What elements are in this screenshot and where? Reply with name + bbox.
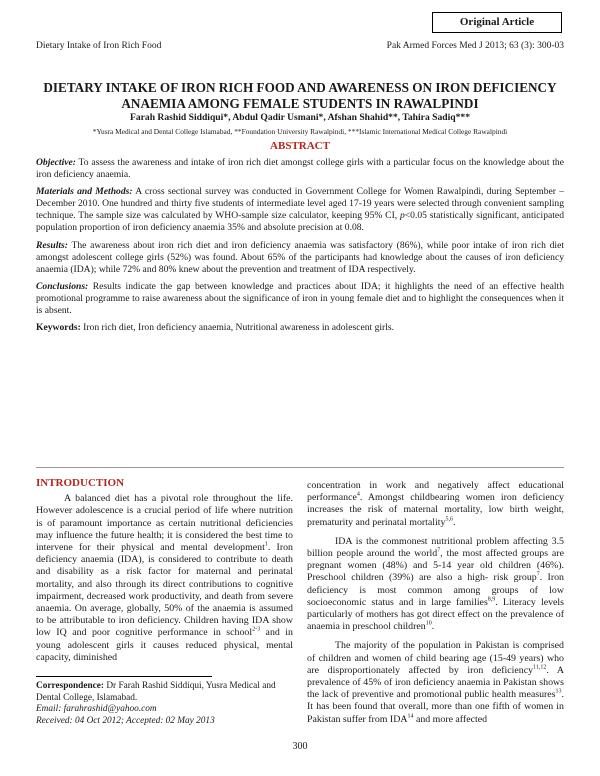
correspondence-footnote <box>36 681 293 728</box>
footnote-rule <box>36 676 212 677</box>
correspondence-text: Dr Farah Rashid Siddiqui, Yusra Medical and Dental College, Islamabad. <box>36 681 276 703</box>
correspondence-label: Correspondence: <box>36 681 104 691</box>
intro-p1-text-a: A balanced diet has a pivotal role throughout the life. However adolescence is a crucial period of life where nutrition is of paramount importance as certain nutritional deficiencies may influence the future health; it is considered the best time to intervene for their physical and mental development <box>36 493 293 554</box>
intro-p1-text-c: and in young adolescent girls it causes reduced physical, mental capacity, diminished <box>36 627 293 663</box>
citation-superscript: 10 <box>425 620 432 627</box>
intro-paragraph-2 <box>307 536 564 634</box>
intro-r3-text-b: . A prevalence of 45% of iron deficiency anaemia in Pakistan shows the lack of preventive and promotional public health measures <box>307 664 564 701</box>
intro-r2-text-d: . Literacy levels particularly of mothers has got direct effect on the prevalence of anaemia in preschool children <box>307 596 564 633</box>
intro-r2-text-e: . <box>431 621 435 633</box>
title-line-2: ANAEMIA AMONG FEMALE STUDENTS IN RAWALPINDI <box>121 96 479 111</box>
conclusions-label: Conclusions: <box>36 280 89 292</box>
authors: Farah Rashid Siddiqui*, Abdul Qadir Usmani*, Afshan Shahid**, Tahira Sadiq*** <box>129 112 470 123</box>
intro-paragraph-3 <box>307 640 564 725</box>
abstract-methods <box>36 186 564 234</box>
results-label: Results: <box>36 239 68 251</box>
abstract-conclusions <box>36 281 564 317</box>
introduction-heading: INTRODUCTION <box>36 477 125 489</box>
citation-superscript: 7 <box>536 572 540 579</box>
affiliations: *Yusra Medical and Dental College Islamabad, **Foundation University Rawalpindi, ***Islamic International Medical College Rawalpindi <box>92 127 508 136</box>
article-title <box>40 80 560 112</box>
intro-r1-text-b: . Amongst childbearing women iron deficiency increases the risk of maternal mortality, low birth weight, prematurity and perinatal mortality <box>307 492 564 528</box>
running-header-right: Pak Armed Forces Med J 2013; 63 (3): 300-03 <box>386 41 564 51</box>
abstract-keywords <box>36 322 564 334</box>
intro-r2-text-c: . Iron deficiency is most common among groups of low socioeconomic status and in large families <box>307 572 564 608</box>
citation-superscript: 5,6 <box>445 516 453 523</box>
abstract-results <box>36 240 564 276</box>
methods-text-a: A cross sectional survey was conducted in Government College for Women Rawalpindi, during September – December 2010. One hundred and thirty five students of intermediate level aged 17-19 years were selected through convenient sampling technique. The sample size was calculated by WHO-sample size calculator, keeping 95% CI, <box>36 186 565 222</box>
running-header-left: Dietary Intake of Iron Rich Food <box>36 41 162 51</box>
conclusions-text: Results indicate the gap between knowledge and practices about IDA; it highlights the need of an effective health promotional programme to raise awareness about the significance of iron in young female diet and to highlight the consequences when it is absent. <box>36 280 564 317</box>
abstract-objective <box>36 157 564 181</box>
citation-superscript: 4 <box>356 491 360 498</box>
right-column <box>307 480 564 733</box>
section-divider <box>36 467 564 468</box>
intro-r3-text-d: and more affected <box>413 713 488 725</box>
correspondence-line <box>36 681 293 704</box>
citation-superscript: 2-3 <box>252 627 261 634</box>
citation-superscript: 7 <box>437 547 441 554</box>
citation-superscript: 14 <box>407 713 414 720</box>
citation-superscript: 13 <box>555 688 562 695</box>
objective-label: Objective: <box>36 157 76 168</box>
intro-paragraph-continued <box>307 480 564 529</box>
intro-r2-text-a: IDA is the commonest nutritional problem affecting 3.5 billion people around the world <box>307 535 564 560</box>
left-column <box>36 477 293 671</box>
intro-r3-text-c: . It has been found that overall, more than one fifth of women in Pakistan suffer from IDA <box>307 689 564 725</box>
intro-r2-text-b: , the most affected groups are pregnant women (48%) and 5-14 year old children (46%). Preschool children (39%) are also a high- risk group <box>307 548 564 584</box>
received-accepted-dates: Received: 04 Oct 2012; Accepted: 02 May 2013 <box>36 716 215 727</box>
citation-superscript: 1 <box>264 541 268 548</box>
abstract-heading: ABSTRACT <box>270 140 330 152</box>
keywords-label: Keywords: <box>36 322 81 334</box>
methods-p-symbol: p <box>399 210 405 222</box>
title-line-1: DIETARY INTAKE OF IRON RICH FOOD AND AWARENESS ON IRON DEFICIENCY <box>43 80 557 95</box>
citation-superscript: 11,12 <box>533 664 547 671</box>
methods-label: Materials and Methods: <box>36 186 133 198</box>
intro-r1-text-c: . <box>452 516 456 528</box>
article-type-badge: Original Article <box>432 12 562 33</box>
objective-text: To assess the awareness and intake of iron rich diet amongst college girls with a particular focus on the knowledge about the iron deficiency anaemia. <box>36 157 564 181</box>
keywords-text: Iron rich diet, Iron deficiency anaemia, Nutritional awareness in adolescent girls. <box>80 322 395 334</box>
abstract-body <box>36 157 564 339</box>
intro-p1-text-b: . Iron deficiency anaemia (IDA), is considered to contribute to death and disability as a risk factor for maternal and perinatal mortality, and also through its direct contributions to cognitive impairment, decreased work productivity, and death from severe anaemia. On average, globally, 50% of the anaemia is assumed to be attributable to iron deficiency. Children having IDA show low IQ and poor cognitive performance in school <box>36 542 293 639</box>
intro-r3-text-a: The majority of the population in Pakistan is comprised of children and women of child bearing age (15-49 years) who are disproportionately affected by iron deficiency <box>307 640 564 676</box>
intro-r1-text-a: concentration in work and negatively affect educational performance <box>307 480 564 504</box>
results-text: The awareness about iron rich diet and iron deficiency anaemia was satisfactory (86%), while poor intake of iron rich diet amongst adolescent college girls (52%) was found. About 65% of the participants had knowledge about the causes of iron deficiency anaemia (IDA); while 72% and 80% knew about the prevention and treatment of IDA respectively. <box>36 239 564 275</box>
correspondence-email: Email: farahrashid@yahoo.com <box>36 704 157 715</box>
intro-paragraph-1 <box>36 493 293 664</box>
citation-superscript: 8,9 <box>487 596 496 603</box>
methods-text-b: <0.05 statistically significant, anticipated population proportion of iron deficiency anaemia 35% and absolute precision at 0.08. <box>36 210 564 234</box>
page-number: 300 <box>292 741 308 752</box>
